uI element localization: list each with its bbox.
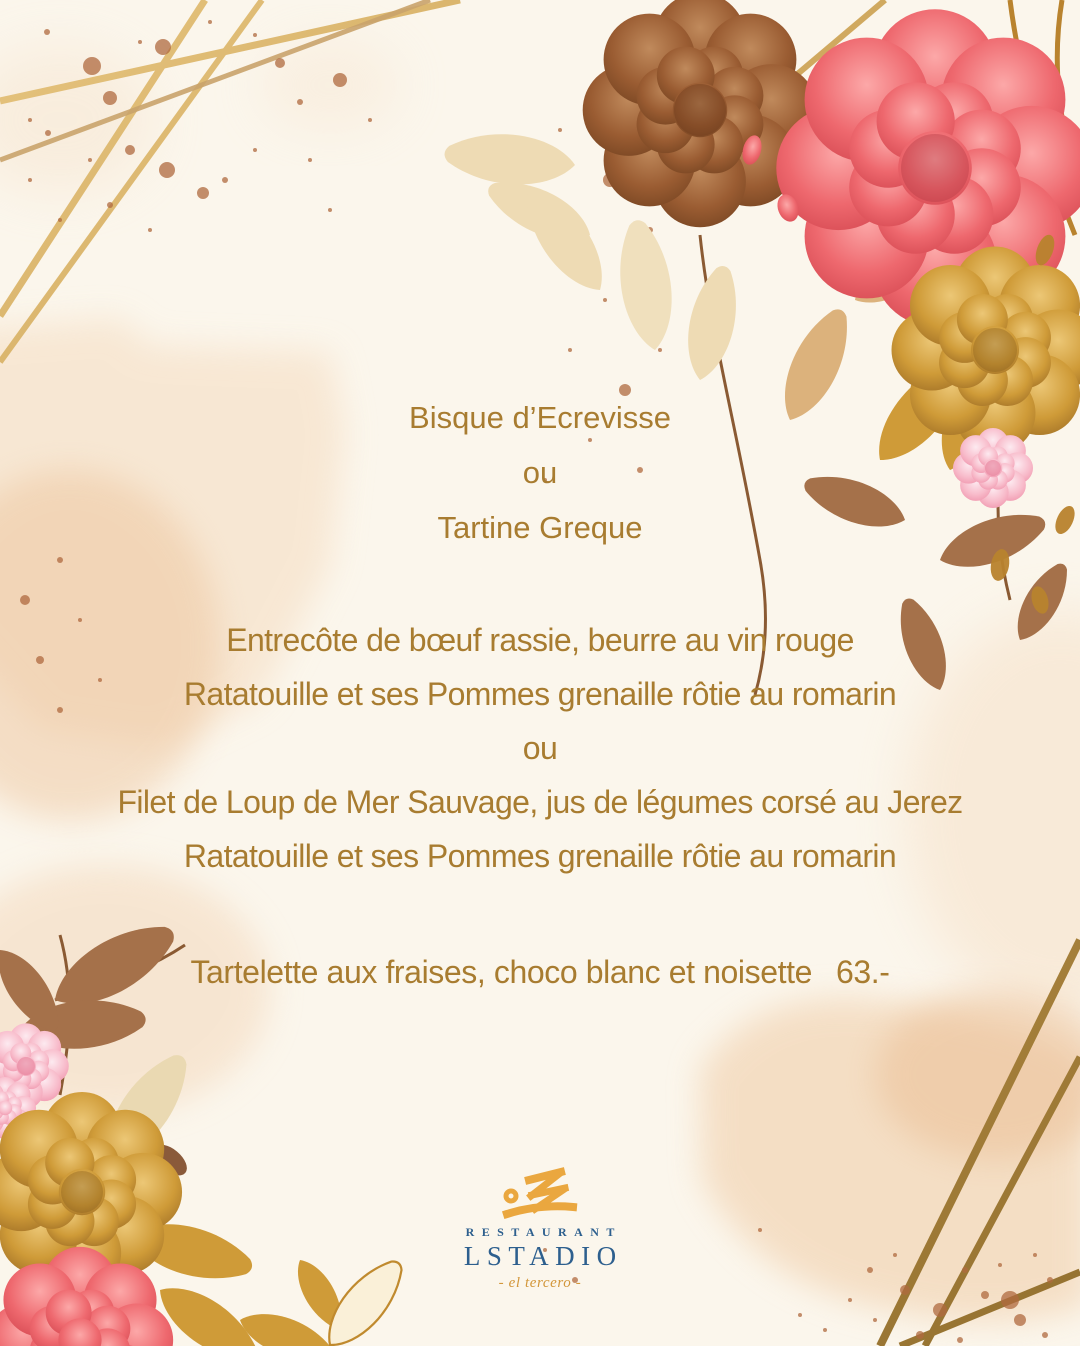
main-option2-line2: Ratatouille et ses Pommes grenaille rôtie au romarin (183, 838, 897, 874)
dessert-price: 63.- (836, 954, 890, 990)
main-course (0, 613, 1080, 883)
starter-course (0, 390, 1080, 555)
logo-name: LSTADIO (463, 1241, 623, 1271)
restaurant-logo (0, 1166, 1080, 1292)
dessert-name: Tartelette aux fraises, choco blanc et noisette (190, 954, 812, 990)
starter-dish-2: Tartine Greque (437, 510, 643, 545)
logo-restaurant-label: RESTAURANT (465, 1225, 622, 1239)
starter-separator: ou (522, 455, 558, 490)
dessert-course (0, 945, 1080, 1000)
starter-dish-1: Bisque d’Ecrevisse (409, 400, 671, 435)
dessert-line (0, 945, 1080, 1000)
main-option2-line1: Filet de Loup de Mer Sauvage, jus de légumes corsé au Jerez (117, 784, 963, 820)
main-option1-line2: Ratatouille et ses Pommes grenaille rôtie au romarin (183, 676, 897, 712)
logo-tagline: - el tercero - (498, 1275, 582, 1291)
main-separator: ou (522, 730, 558, 766)
logo-brush-icon (498, 1166, 582, 1220)
main-option1-line1: Entrecôte de bœuf rassie, beurre au vin rouge (226, 622, 854, 658)
